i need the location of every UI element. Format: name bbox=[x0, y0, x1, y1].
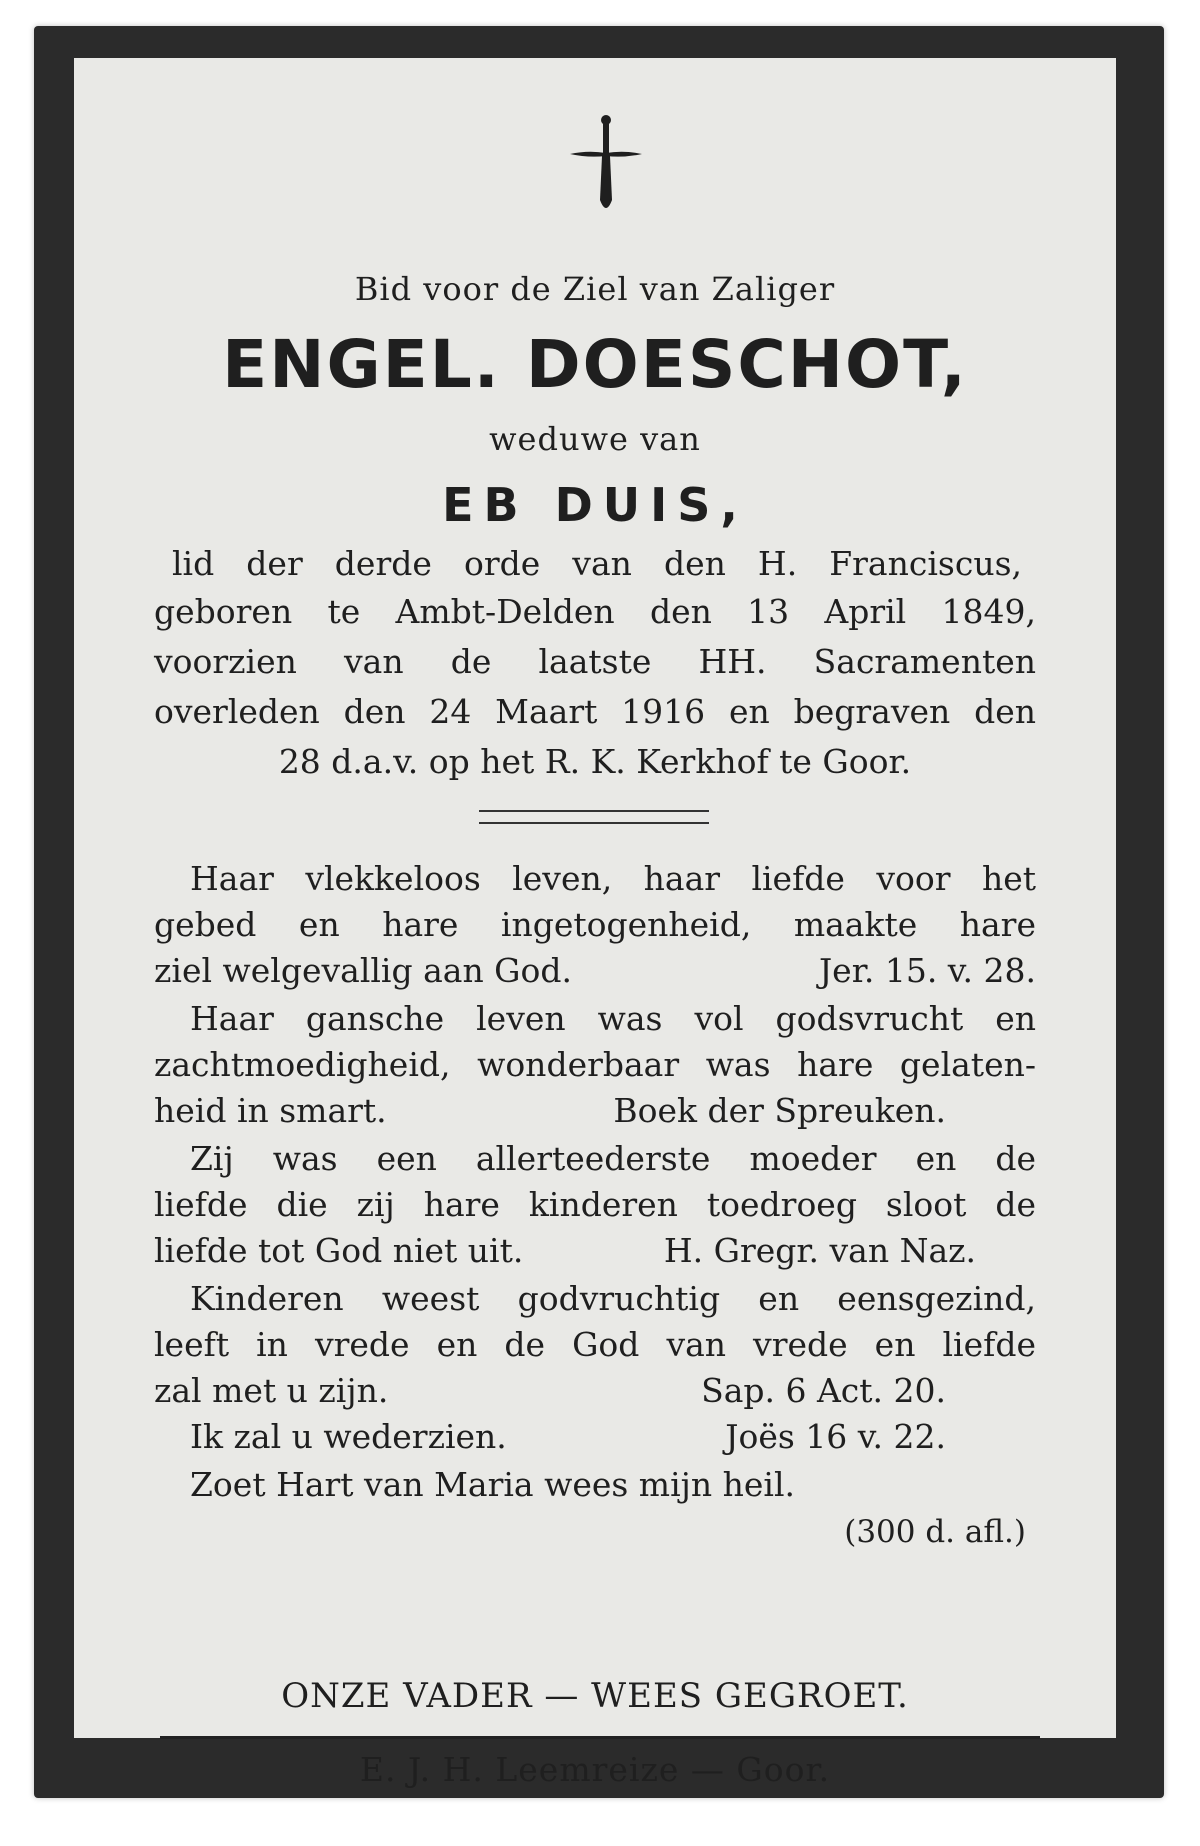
bio-line: voorzien van de laatste HH. Sacramenten bbox=[154, 642, 1036, 681]
husband-name: EB DUIS, bbox=[442, 478, 748, 532]
bio-line: overleden den 24 Maart 1916 en begraven den bbox=[154, 692, 1036, 731]
verse-line: zachtmoedigheid, wonderbaar was hare gelaten- bbox=[154, 1045, 1036, 1084]
cross-icon bbox=[566, 112, 646, 222]
prayer-line: ONZE VADER — WEES GEGROET. bbox=[281, 1676, 909, 1716]
verse-line bbox=[154, 1090, 1036, 1132]
bio-line: 28 d.a.v. op het R. K. Kerkhof te Goor. bbox=[278, 742, 912, 781]
widow-of-line: weduwe van bbox=[489, 420, 701, 458]
verse-line bbox=[154, 1370, 1036, 1412]
bottom-rule bbox=[160, 1736, 1040, 1739]
verse-line: Zoet Hart van Maria wees mijn heil. bbox=[190, 1465, 796, 1504]
verse-reference: Sap. 6 Act. 20. bbox=[701, 1371, 946, 1410]
verse-reference: Jer. 15. v. 28. bbox=[818, 951, 1036, 990]
memorial-card bbox=[34, 26, 1164, 1798]
verse-line: liefde die zij hare kinderen toedroeg sloot de bbox=[154, 1185, 1036, 1224]
verse-text: zal met u zijn. bbox=[154, 1371, 389, 1410]
verse-line: Haar vlekkeloos leven, haar liefde voor het bbox=[190, 859, 1036, 898]
verse-line: Haar gansche leven was vol godsvrucht en bbox=[190, 999, 1036, 1038]
card-paper bbox=[74, 58, 1116, 1789]
verse-line: Kinderen weest godvruchtig en eensgezind, bbox=[190, 1279, 1036, 1318]
verse-text: heid in smart. bbox=[154, 1091, 387, 1130]
deceased-name: ENGEL. DOESCHOT, bbox=[222, 326, 968, 403]
verse-reference: Boek der Spreuken. bbox=[613, 1091, 946, 1130]
verse-reference: Joës 16 v. 22. bbox=[725, 1417, 946, 1456]
bio-line: lid der derde orde van den H. Franciscus, bbox=[172, 544, 1022, 583]
verse-text: ziel welgevallig aan God. bbox=[154, 951, 573, 990]
verse-text: liefde tot God niet uit. bbox=[154, 1231, 524, 1270]
verse-line bbox=[154, 950, 1106, 992]
printer-line: E. J. H. Leemreize — Goor. bbox=[359, 1750, 831, 1789]
verse-reference: H. Gregr. van Naz. bbox=[663, 1231, 976, 1270]
verse-text: Ik zal u wederzien. bbox=[190, 1417, 507, 1456]
verse-line bbox=[154, 1230, 1036, 1272]
verse-line: gebed en hare ingetogenheid, maakte hare bbox=[154, 905, 1036, 944]
intro-line: Bid voor de Ziel van Zaliger bbox=[354, 270, 836, 308]
verse-line bbox=[154, 1416, 1036, 1458]
indulgence-note: (300 d. afl.) bbox=[844, 1514, 1026, 1550]
bio-line: geboren te Ambt-Delden den 13 April 1849, bbox=[154, 592, 1036, 631]
double-divider bbox=[479, 810, 709, 824]
verse-line: leeft in vrede en de God van vrede en liefde bbox=[154, 1325, 1036, 1364]
verse-line: Zij was een allerteederste moeder en de bbox=[190, 1139, 1036, 1178]
